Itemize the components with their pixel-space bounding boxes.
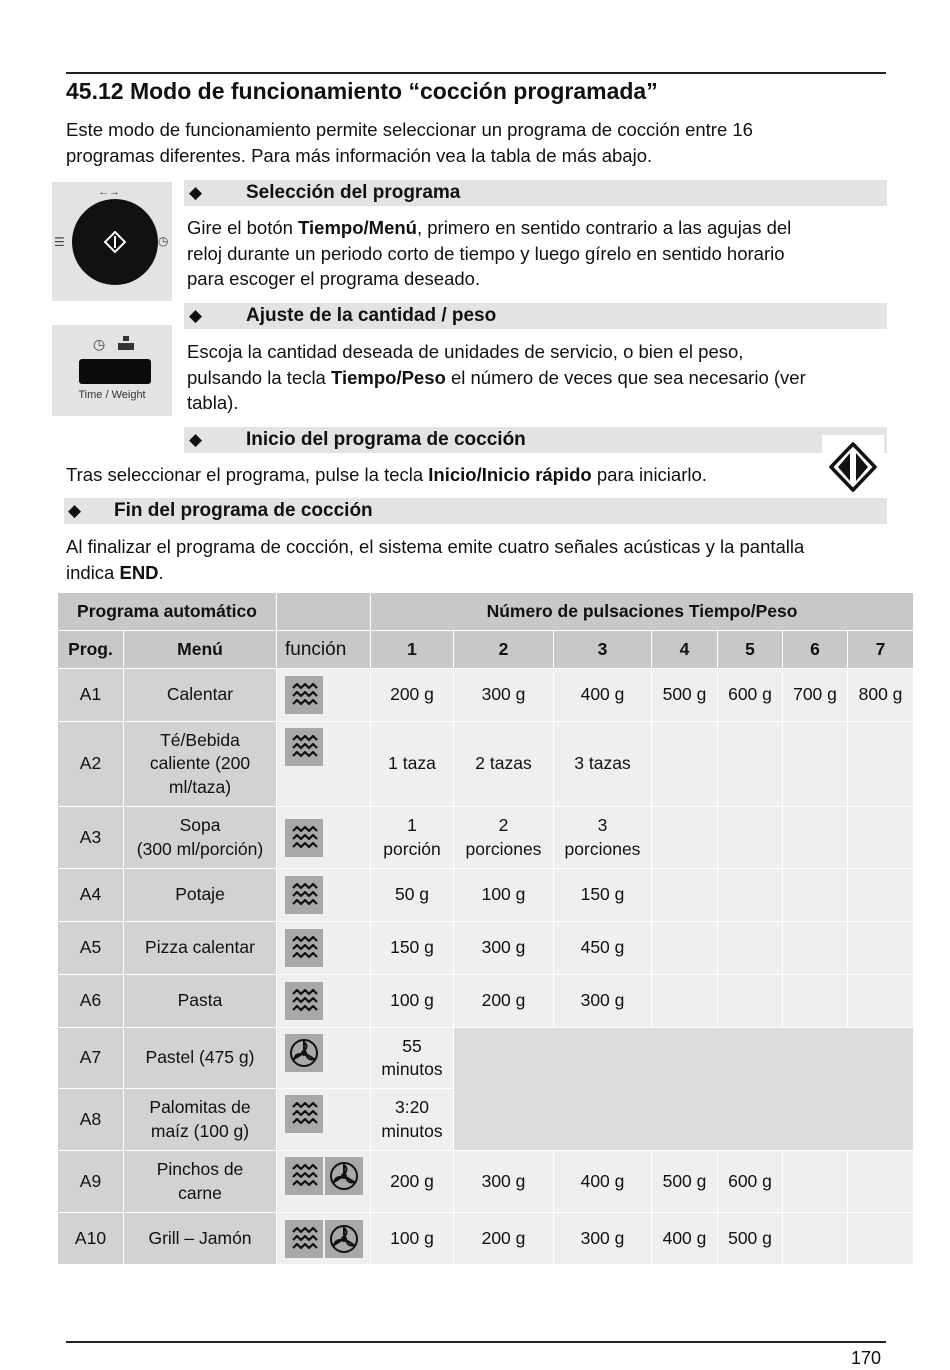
menu-cell: Pasta: [124, 975, 277, 1028]
group-header-presses: Número de pulsaciones Tiempo/Peso: [371, 593, 914, 631]
table-row: [58, 869, 914, 922]
col-press-5: 5: [718, 631, 783, 669]
value-cell: 500 g: [652, 1151, 718, 1213]
table-row: [58, 922, 914, 975]
microwave-icon: [285, 676, 323, 714]
empty-cell: [848, 975, 914, 1028]
prog-cell: A1: [58, 669, 124, 722]
start-button-icon: [822, 435, 884, 495]
col-press-7: 7: [848, 631, 914, 669]
step-start-text: Tras seleccionar el programa, pulse la tecla Inicio/Inicio rápido para iniciarlo.: [66, 464, 707, 485]
table-row: [58, 1028, 914, 1089]
col-press-3: 3: [554, 631, 652, 669]
prog-cell: A7: [58, 1028, 124, 1089]
value-cell: 2 tazas: [454, 722, 554, 807]
value-cell: 100 g: [371, 975, 454, 1028]
microwave-icon: [285, 819, 323, 857]
empty-cell: [718, 922, 783, 975]
value-cell: 200 g: [371, 1151, 454, 1213]
value-cell: 300 g: [554, 975, 652, 1028]
func-cell: [277, 669, 371, 722]
value-cell: 150 g: [371, 922, 454, 975]
microwave-icon: [285, 982, 323, 1020]
value-cell: 300 g: [454, 922, 554, 975]
value-cell: 300 g: [554, 1213, 652, 1265]
func-cell: [277, 807, 371, 869]
func-cell: [277, 922, 371, 975]
func-cell: [277, 869, 371, 922]
value-cell: 500 g: [652, 669, 718, 722]
prog-cell: A3: [58, 807, 124, 869]
merged-empty-cell: [454, 1028, 914, 1151]
bullet-diamond-icon: ◆: [189, 306, 203, 325]
table-row: [58, 669, 914, 722]
microwave-icon: [285, 1220, 323, 1258]
menu-cell: Palomitas de maíz (100 g): [124, 1089, 277, 1151]
intro-paragraph: Este modo de funcionamiento permite seleccionar un programa de cocción entre 16 programas diferentes. Para más información vea la tabla de más abajo.: [66, 119, 753, 166]
step-quantity-heading: ◆ Ajuste de la cantidad / peso: [184, 303, 887, 329]
empty-cell: [718, 975, 783, 1028]
clock-icon: ◷: [158, 234, 169, 248]
empty-cell: [848, 1151, 914, 1213]
value-cell: 300 g: [454, 1151, 554, 1213]
start-symbol-icon: [104, 231, 126, 253]
prog-cell: A8: [58, 1089, 124, 1151]
bullet-diamond-icon: ◆: [189, 183, 203, 202]
fan-icon: [325, 1157, 363, 1195]
prog-cell: A9: [58, 1151, 124, 1213]
value-cell: 800 g: [848, 669, 914, 722]
time-menu-knob-image: [52, 182, 172, 301]
section-title: 45.12 Modo de funcionamiento “cocción programada”: [66, 78, 658, 104]
empty-cell: [652, 975, 718, 1028]
page-number: 170: [851, 1348, 882, 1368]
microwave-icon: [285, 1157, 323, 1195]
col-press-4: 4: [652, 631, 718, 669]
empty-cell: [718, 722, 783, 807]
bullet-diamond-icon: ◆: [189, 430, 203, 449]
col-press-2: 2: [454, 631, 554, 669]
microwave-icon: [285, 929, 323, 967]
value-cell: 100 g: [454, 869, 554, 922]
func-cell: [277, 975, 371, 1028]
menu-cell: Pizza calentar: [124, 922, 277, 975]
knob-dial: [72, 199, 158, 285]
menu-cell: Pinchos de carne: [124, 1151, 277, 1213]
func-cell: [277, 1151, 371, 1213]
microwave-icon: [285, 876, 323, 914]
prog-cell: A6: [58, 975, 124, 1028]
empty-cell: [783, 869, 848, 922]
col-press-6: 6: [783, 631, 848, 669]
fan-icon: [325, 1220, 363, 1258]
empty-cell: [783, 1151, 848, 1213]
step-selection-text: Gire el botón Tiempo/Menú, primero en sentido contrario a las agujas del reloj durante un periodo corto de tiempo y luego gírelo en sentido horario para escoger el programa deseado.: [187, 217, 792, 289]
value-cell: 100 g: [371, 1213, 454, 1265]
value-cell: 1 taza: [371, 722, 454, 807]
func-cell: [277, 1028, 371, 1089]
menu-cell: Sopa (300 ml/porción): [124, 807, 277, 869]
prog-cell: A2: [58, 722, 124, 807]
value-cell: 500 g: [718, 1213, 783, 1265]
table-row: [58, 807, 914, 869]
value-cell: 400 g: [652, 1213, 718, 1265]
table-row: [58, 722, 914, 807]
value-cell: 450 g: [554, 922, 652, 975]
bullet-diamond-icon: ◆: [68, 501, 82, 520]
prog-cell: A10: [58, 1213, 124, 1265]
time-weight-label: Time / Weight: [78, 389, 146, 401]
value-cell: 200 g: [454, 1213, 554, 1265]
menu-list-icon: ☰: [54, 235, 65, 249]
prog-cell: A5: [58, 922, 124, 975]
value-cell: 50 g: [371, 869, 454, 922]
display-panel: [79, 359, 151, 384]
empty-cell: [718, 807, 783, 869]
empty-cell: [848, 807, 914, 869]
menu-cell: Grill – Jamón: [124, 1213, 277, 1265]
step-quantity-text: Escoja la cantidad deseada de unidades de servicio, o bien el peso, pulsando la tecla Tiempo/Peso el número de veces que sea necesario (ver tabla).: [187, 341, 806, 413]
automatic-program-table: [57, 592, 914, 1265]
rotate-arrows-icon: ←→: [98, 186, 120, 198]
empty-cell: [718, 869, 783, 922]
microwave-icon: [285, 1095, 323, 1133]
col-func: función: [277, 631, 371, 669]
group-header-program: Programa automático: [58, 593, 277, 631]
menu-cell: Calentar: [124, 669, 277, 722]
value-cell: 150 g: [554, 869, 652, 922]
func-cell: [277, 1089, 371, 1151]
value-cell: 200 g: [454, 975, 554, 1028]
col-menu: Menú: [124, 631, 277, 669]
table-row: [58, 1213, 914, 1265]
value-cell: 200 g: [371, 669, 454, 722]
empty-cell: [652, 922, 718, 975]
top-rule: [66, 72, 886, 74]
empty-cell: [783, 722, 848, 807]
empty-cell: [652, 722, 718, 807]
step-selection-heading: ◆ Selección del programa: [184, 180, 887, 206]
table-column-header: [58, 631, 914, 669]
col-press-1: 1: [371, 631, 454, 669]
empty-cell: [848, 1213, 914, 1265]
empty-cell: [783, 975, 848, 1028]
empty-cell: [652, 869, 718, 922]
empty-cell: [848, 722, 914, 807]
value-cell: 700 g: [783, 669, 848, 722]
empty-cell: [848, 922, 914, 975]
value-cell: 3 porciones: [554, 807, 652, 869]
bottom-rule: [66, 1341, 886, 1343]
value-cell: 400 g: [554, 669, 652, 722]
empty-cell: [783, 1213, 848, 1265]
value-cell: 2 porciones: [454, 807, 554, 869]
empty-cell: [848, 869, 914, 922]
value-cell: 3:20 minutos: [371, 1089, 454, 1151]
prog-cell: A4: [58, 869, 124, 922]
fan-icon: [285, 1034, 323, 1072]
empty-cell: [652, 807, 718, 869]
menu-cell: Potaje: [124, 869, 277, 922]
empty-cell: [783, 807, 848, 869]
value-cell: 400 g: [554, 1151, 652, 1213]
group-header-blank: [277, 593, 371, 631]
menu-cell: Té/Bebida caliente (200 ml/taza): [124, 722, 277, 807]
value-cell: 300 g: [454, 669, 554, 722]
time-weight-button-image: [52, 325, 172, 416]
empty-cell: [783, 922, 848, 975]
menu-cell: Pastel (475 g): [124, 1028, 277, 1089]
table-group-header: [58, 593, 914, 631]
weight-icon: [117, 336, 135, 352]
step-end-heading: ◆ Fin del programa de cocción: [64, 498, 887, 524]
table-row: [58, 1151, 914, 1213]
func-cell: [277, 722, 371, 807]
value-cell: 600 g: [718, 669, 783, 722]
step-start-heading: ◆ Inicio del programa de cocción: [184, 427, 887, 453]
value-cell: 1 porción: [371, 807, 454, 869]
value-cell: 3 tazas: [554, 722, 652, 807]
col-prog: Prog.: [58, 631, 124, 669]
table-row: [58, 975, 914, 1028]
microwave-icon: [285, 728, 323, 766]
func-cell: [277, 1213, 371, 1265]
step-end-text: Al finalizar el programa de cocción, el sistema emite cuatro señales acústicas y la pantalla indica END.: [66, 536, 805, 583]
clock-icon: ◷: [93, 336, 106, 352]
value-cell: 600 g: [718, 1151, 783, 1213]
value-cell: 55 minutos: [371, 1028, 454, 1089]
